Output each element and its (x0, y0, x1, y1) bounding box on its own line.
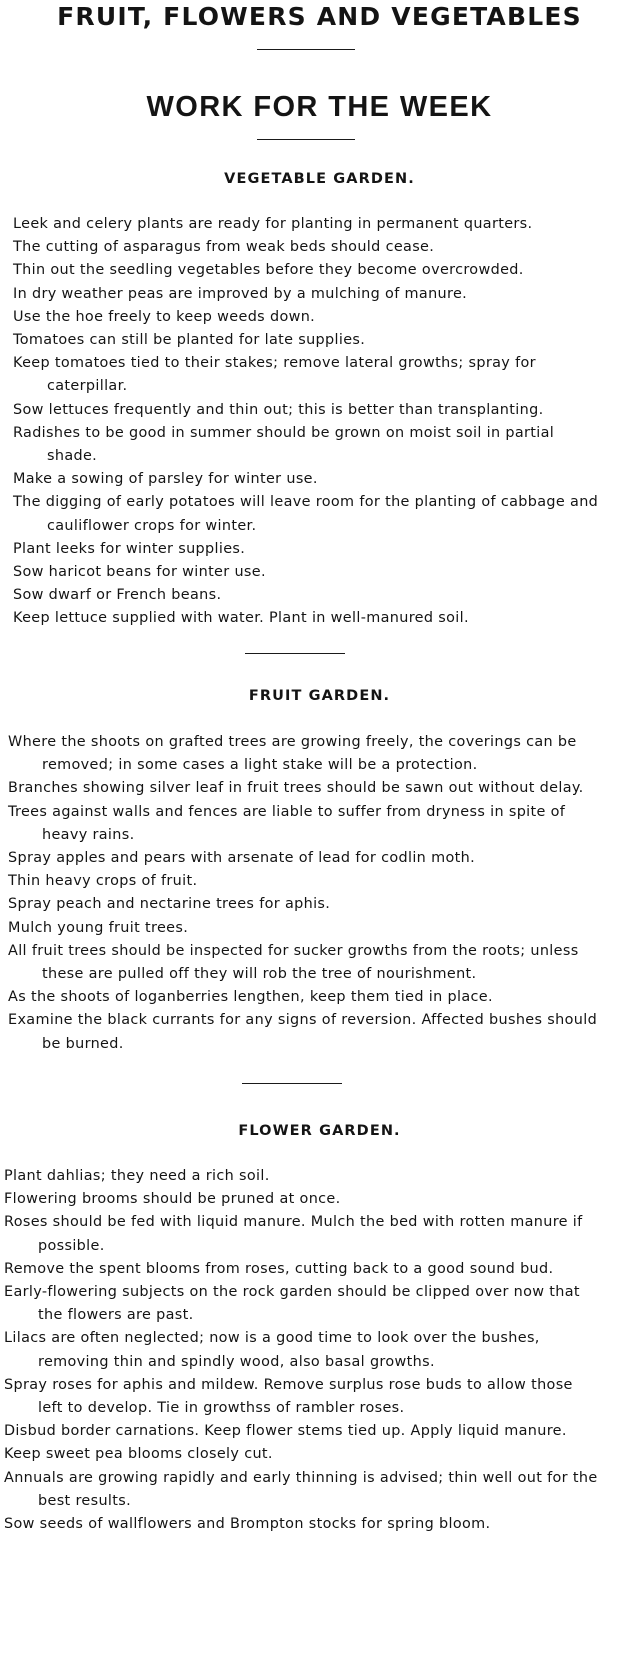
list-item: Use the hoe freely to keep weeds down. (13, 308, 316, 325)
list-item: All fruit trees should be inspected for sucker growths from the roots; unless these are pulled off they will rob the tree of nourishment. (8, 942, 579, 983)
section-divider (245, 653, 345, 654)
list-item: Mulch young fruit trees. (8, 919, 189, 936)
fruit-garden-list (8, 731, 600, 1056)
list-item: Plant dahlias; they need a rich soil. (4, 1168, 270, 1184)
list-item: Lilacs are often neglected; now is a good time to look over the bushes, removing thin and spindly wood, also basal growths. (4, 1330, 540, 1370)
list-item: Leek and celery plants are ready for planting in permanent quarters. (13, 216, 533, 232)
page-subtitle: WORK FOR THE WEEK (146, 91, 493, 123)
list-item: As the shoots of loganberries lengthen, keep them tied in place. (8, 989, 493, 1006)
list-item: Spray peach and nectarine trees for aphis. (8, 896, 331, 913)
list-item: Make a sowing of parsley for winter use. (13, 471, 318, 488)
section-heading-flower-garden: FLOWER GARDEN. (238, 1123, 401, 1139)
list-item: Early-flowering subjects on the rock garden should be clipped over now that the flowers are past. (4, 1284, 580, 1324)
list-item: Branches showing silver leaf in fruit trees should be sawn out without delay. (8, 780, 584, 797)
flower-garden-list (4, 1165, 598, 1536)
list-item: Annuals are growing rapidly and early thinning is advised; thin well out for the best results. (4, 1469, 598, 1509)
list-item: Thin heavy crops of fruit. (8, 873, 198, 890)
list-item: Trees against walls and fences are liable to suffer from dryness in spite of heavy rains. (8, 803, 566, 843)
section-heading-fruit-garden: FRUIT GARDEN. (248, 688, 391, 704)
list-item: Spray apples and pears with arsenate of lead for codlin moth. (8, 850, 475, 867)
list-item: Examine the black currants for any signs of reversion. Affected bushes should be burned. (8, 1012, 598, 1052)
list-item: Sow dwarf or French beans. (13, 587, 222, 604)
list-item: Radishes to be good in summer should be grown on moist soil in partial shade. (13, 424, 555, 465)
list-item: Roses should be fed with liquid manure. Mulch the bed with rotten manure if possible. (4, 1214, 583, 1254)
list-item: Keep sweet pea blooms closely cut. (4, 1446, 273, 1463)
list-item: Plant leeks for winter supplies. (13, 540, 246, 557)
list-item: Tomatoes can still be planted for late supplies. (13, 332, 366, 349)
list-item: Flowering brooms should be pruned at once. (4, 1191, 341, 1208)
list-item: In dry weather peas are improved by a mulching of manure. (13, 285, 468, 302)
list-item: Keep lettuce supplied with water. Plant in well-manured soil. (13, 610, 469, 627)
vegetable-garden-list (13, 213, 601, 631)
subtitle-rule (257, 139, 355, 140)
list-item: The digging of early potatoes will leave room for the planting of cabbage and cauliflower crops for winter. (13, 494, 599, 534)
list-item: The cutting of asparagus from weak beds should cease. (13, 239, 435, 256)
list-item: Disbud border carnations. Keep flower stems tied up. Apply liquid manure. (4, 1423, 567, 1440)
page-title: FRUIT, FLOWERS AND VEGETABLES (57, 2, 582, 31)
list-item: Spray roses for aphis and mildew. Remove surplus rose buds to allow those left to develop. Tie in growthss of rambler roses. (4, 1376, 573, 1417)
list-item: Keep tomatoes tied to their stakes; remove lateral growths; spray for caterpillar. (13, 355, 536, 395)
list-item: Sow lettuces frequently and thin out; this is better than transplanting. (13, 401, 544, 418)
title-rule (257, 49, 355, 50)
section-divider (242, 1083, 342, 1084)
section-heading-vegetable-garden: VEGETABLE GARDEN. (224, 171, 415, 187)
list-item: Where the shoots on grafted trees are growing freely, the coverings can be removed; in some cases a light stake will be a protection. (8, 734, 577, 774)
list-item: Sow seeds of wallflowers and Brompton stocks for spring bloom. (4, 1516, 491, 1533)
list-item: Thin out the seedling vegetables before they become overcrowded. (13, 262, 524, 279)
list-item: Sow haricot beans for winter use. (13, 564, 266, 581)
list-item: Remove the spent blooms from roses, cutting back to a good sound bud. (4, 1260, 554, 1277)
